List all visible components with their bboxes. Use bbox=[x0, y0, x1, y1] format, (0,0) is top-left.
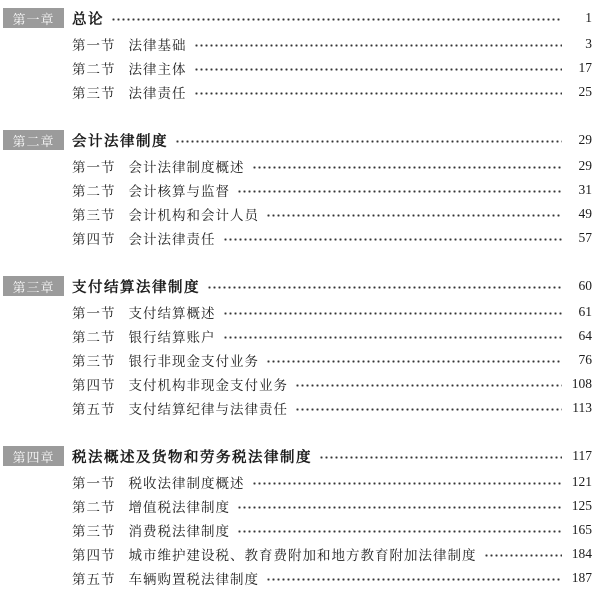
section-label: 第四节 bbox=[72, 232, 116, 247]
section-title: 会计法律责任 bbox=[128, 232, 216, 247]
dot-leader bbox=[266, 348, 562, 372]
section-label: 第二节 bbox=[72, 62, 116, 77]
section-list bbox=[3, 470, 592, 590]
chapter-page-number: 1 bbox=[585, 10, 592, 25]
section-row bbox=[3, 56, 592, 80]
chapter-badge: 第二章 bbox=[3, 130, 64, 150]
section-page-number: 3 bbox=[585, 36, 592, 51]
dot-leader bbox=[223, 324, 563, 348]
dot-leader bbox=[266, 202, 562, 226]
dot-leader bbox=[237, 494, 562, 518]
chapter-title: 会计法律制度 bbox=[72, 133, 168, 150]
section-page-number: 113 bbox=[572, 400, 592, 415]
chapter-block bbox=[3, 126, 592, 250]
section-page-number: 187 bbox=[571, 570, 592, 585]
section-label: 第一节 bbox=[72, 160, 116, 175]
section-row bbox=[3, 518, 592, 542]
section-page-number: 108 bbox=[571, 376, 592, 391]
table-of-contents bbox=[3, 4, 592, 590]
section-label: 第三节 bbox=[72, 524, 116, 539]
section-title: 消费税法律制度 bbox=[128, 524, 230, 539]
section-row bbox=[3, 348, 592, 372]
section-row bbox=[3, 226, 592, 250]
section-page-number: 17 bbox=[578, 60, 592, 75]
section-title: 税收法律制度概述 bbox=[128, 476, 245, 491]
dot-leader bbox=[194, 56, 563, 80]
dot-leader bbox=[484, 542, 563, 566]
section-label: 第四节 bbox=[72, 378, 116, 393]
section-title: 法律基础 bbox=[128, 38, 187, 53]
section-row bbox=[3, 178, 592, 202]
section-title: 城市维护建设税、教育费附加和地方教育附加法律制度 bbox=[128, 548, 477, 563]
section-row bbox=[3, 566, 592, 590]
section-row bbox=[3, 80, 592, 104]
chapter-badge: 第四章 bbox=[3, 446, 64, 466]
section-page-number: 64 bbox=[578, 328, 592, 343]
section-label: 第一节 bbox=[72, 476, 116, 491]
chapter-row bbox=[3, 4, 592, 32]
chapter-block bbox=[3, 272, 592, 420]
section-title: 增值税法律制度 bbox=[128, 500, 230, 515]
section-row bbox=[3, 32, 592, 56]
chapter-row bbox=[3, 272, 592, 300]
dot-leader bbox=[266, 566, 562, 590]
section-page-number: 49 bbox=[578, 206, 592, 221]
section-label: 第五节 bbox=[72, 572, 116, 587]
chapter-block bbox=[3, 4, 592, 104]
section-page-number: 76 bbox=[578, 352, 592, 367]
section-page-number: 184 bbox=[571, 546, 592, 561]
dot-leader bbox=[237, 518, 562, 542]
dot-leader bbox=[223, 300, 563, 324]
dot-leader bbox=[223, 226, 563, 250]
dot-leader bbox=[319, 442, 562, 470]
section-label: 第四节 bbox=[72, 548, 116, 563]
section-page-number: 57 bbox=[578, 230, 592, 245]
section-title: 支付结算纪律与法律责任 bbox=[128, 402, 288, 417]
chapter-title: 税法概述及货物和劳务税法律制度 bbox=[72, 449, 312, 466]
section-label: 第一节 bbox=[72, 306, 116, 321]
section-label: 第三节 bbox=[72, 354, 116, 369]
section-page-number: 165 bbox=[571, 522, 592, 537]
section-title: 会计法律制度概述 bbox=[128, 160, 245, 175]
chapter-page-number: 117 bbox=[572, 448, 592, 463]
section-label: 第一节 bbox=[72, 38, 116, 53]
section-row bbox=[3, 154, 592, 178]
dot-leader bbox=[111, 4, 562, 32]
dot-leader bbox=[207, 272, 562, 300]
section-row bbox=[3, 396, 592, 420]
section-title: 车辆购置税法律制度 bbox=[128, 572, 259, 587]
dot-leader bbox=[194, 80, 563, 104]
section-list bbox=[3, 300, 592, 420]
section-row bbox=[3, 470, 592, 494]
section-page-number: 31 bbox=[578, 182, 592, 197]
chapter-page-number: 60 bbox=[578, 278, 592, 293]
chapter-badge: 第一章 bbox=[3, 8, 64, 28]
section-title: 法律主体 bbox=[128, 62, 187, 77]
section-label: 第五节 bbox=[72, 402, 116, 417]
chapter-badge: 第三章 bbox=[3, 276, 64, 296]
section-list bbox=[3, 32, 592, 104]
section-row bbox=[3, 494, 592, 518]
section-row bbox=[3, 324, 592, 348]
section-page-number: 61 bbox=[578, 304, 592, 319]
section-page-number: 125 bbox=[571, 498, 592, 513]
dot-leader bbox=[237, 178, 562, 202]
section-title: 会计核算与监督 bbox=[128, 184, 230, 199]
section-list bbox=[3, 154, 592, 250]
section-title: 银行结算账户 bbox=[128, 330, 216, 345]
dot-leader bbox=[252, 154, 563, 178]
section-label: 第二节 bbox=[72, 330, 116, 345]
section-title: 法律责任 bbox=[128, 86, 187, 101]
section-title: 支付机构非现金支付业务 bbox=[128, 378, 288, 393]
dot-leader bbox=[252, 470, 563, 494]
dot-leader bbox=[175, 126, 562, 154]
chapter-block bbox=[3, 442, 592, 590]
section-title: 银行非现金支付业务 bbox=[128, 354, 259, 369]
section-page-number: 25 bbox=[578, 84, 592, 99]
dot-leader bbox=[194, 32, 563, 56]
section-row bbox=[3, 202, 592, 226]
section-page-number: 121 bbox=[571, 474, 592, 489]
chapter-title: 支付结算法律制度 bbox=[72, 279, 200, 296]
section-row bbox=[3, 372, 592, 396]
chapter-row bbox=[3, 442, 592, 470]
section-label: 第二节 bbox=[72, 500, 116, 515]
section-label: 第三节 bbox=[72, 86, 116, 101]
dot-leader bbox=[295, 396, 562, 420]
chapter-title: 总论 bbox=[72, 11, 104, 28]
section-row bbox=[3, 542, 592, 566]
dot-leader bbox=[295, 372, 562, 396]
section-title: 支付结算概述 bbox=[128, 306, 216, 321]
chapter-page-number: 29 bbox=[578, 132, 592, 147]
section-page-number: 29 bbox=[578, 158, 592, 173]
section-label: 第三节 bbox=[72, 208, 116, 223]
section-label: 第二节 bbox=[72, 184, 116, 199]
section-row bbox=[3, 300, 592, 324]
section-title: 会计机构和会计人员 bbox=[128, 208, 259, 223]
chapter-row bbox=[3, 126, 592, 154]
